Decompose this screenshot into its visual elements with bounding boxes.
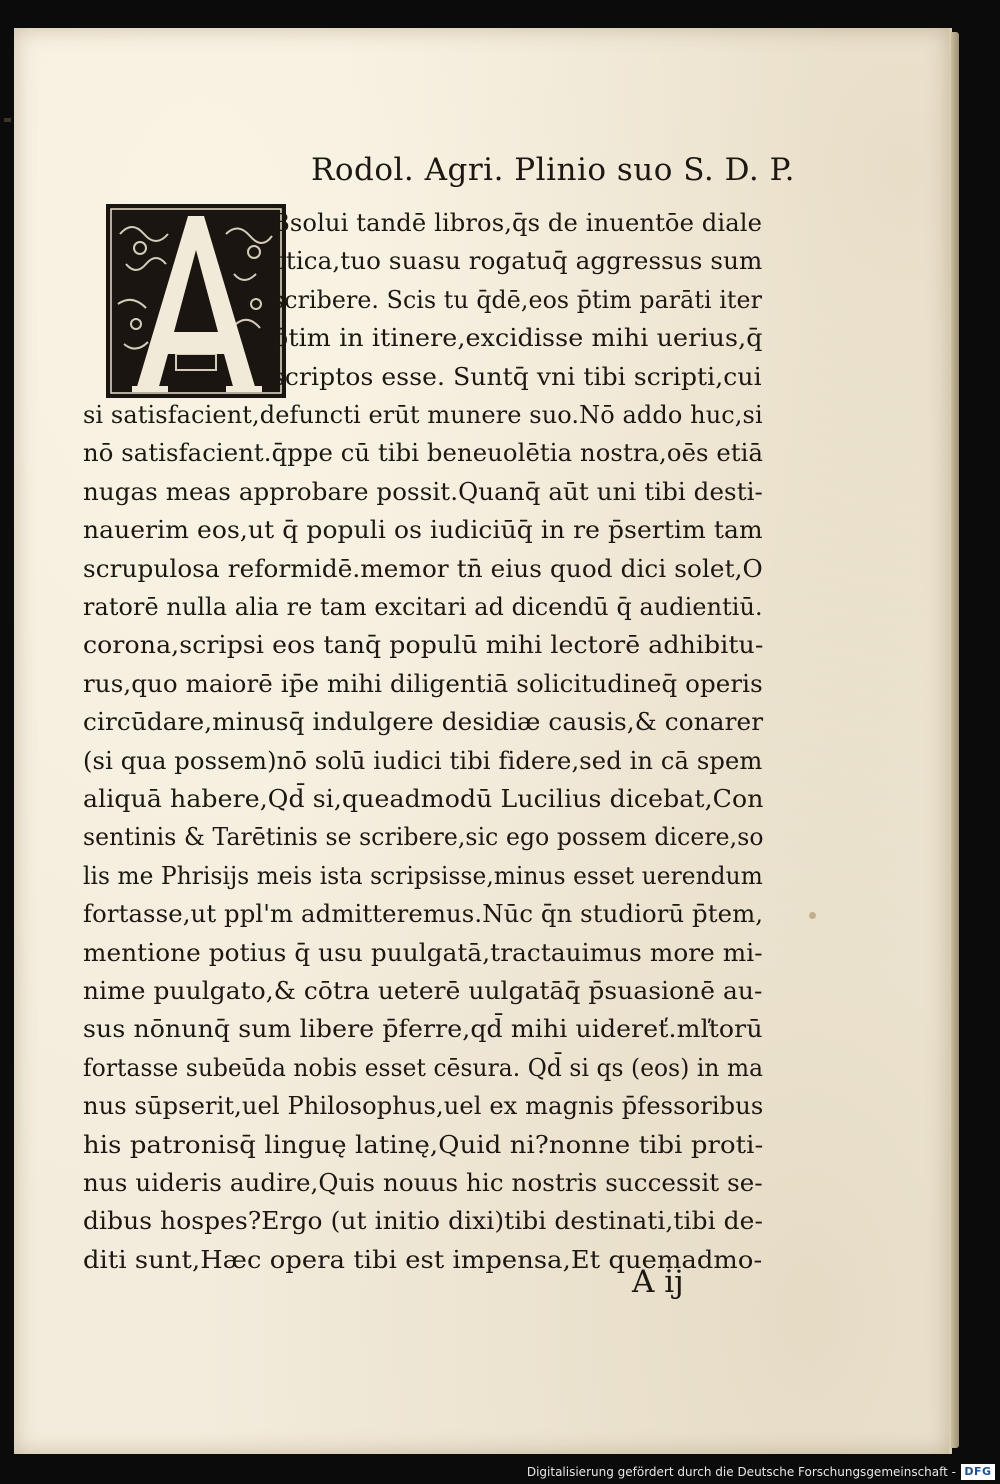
text-line: (si qua possem)nō solū iudici tibi fidere,sed in cā spem xyxy=(83,745,763,775)
text-line: nō satisfacient.q̄ppe cū tibi beneuolētia nostra,oēs etiā xyxy=(83,438,764,468)
text-line: fortasse subeūda nobis esset cēsura. Qd̄ si qs (eos) in ma xyxy=(83,1052,764,1082)
paper-stain xyxy=(809,912,816,919)
text-line: dibus hospes?Ergo (ut initio dixi)tibi destinati,tibi de- xyxy=(83,1206,764,1236)
edge-mark xyxy=(4,118,11,122)
text-line: circūdare,minusq̄ indulgere desidiæ causis,& conarer xyxy=(83,707,764,737)
dfg-logo: DFG xyxy=(961,1464,995,1480)
text-line: scrupulosa reformidē.memor tn̄ eius quod dici solet,O xyxy=(83,553,763,583)
footer-credit: Digitalisierung gefördert durch die Deutsche Forschungsgemeinschaft - xyxy=(526,1465,956,1479)
text-line: his patronisq̄ linguę latinę,Quid ni?nonne tibi proti- xyxy=(83,1129,764,1159)
page-edge xyxy=(951,32,959,1448)
text-line: Bsolui tandē libros,q̄s de inuentōe diale xyxy=(272,208,763,237)
text-line: aliquā habere,Qd̄ si,queadmodū Lucilius dicebat,Con xyxy=(83,784,764,813)
text-line: ctica,tuo suasu rogatuq̄ aggressus sum xyxy=(272,246,763,276)
book-page xyxy=(14,28,952,1454)
text-line: p̄tim in itinere,excidisse mihi uerius,q̄ xyxy=(272,323,763,353)
text-line: mentione potius q̄ usu puulgatā,tractauimus more mi- xyxy=(83,937,763,967)
text-line: lis me Phrisijs meis ista scripsisse,minus esset uerendum xyxy=(83,860,763,890)
text-line: nus uideris audire,Quis nouus hic nostris successit se- xyxy=(83,1168,763,1197)
initial-a-icon xyxy=(106,204,286,398)
text-line: ratorē nulla alia re tam excitari ad dicendū q̄ audientiū. xyxy=(83,592,763,621)
text-line: si satisfacient,defuncti erūt munere suo.Nō addo huc,si xyxy=(83,400,763,429)
text-line: scribere. Scis tu q̄dē,eos p̄tim parāti iter xyxy=(272,284,762,314)
text-line: corona,scripsi eos tanq̄ populū mihi lectorē adhibitu- xyxy=(83,630,764,660)
text-line: sentinis & Tarētinis se scribere,sic ego possem dicere,so xyxy=(83,822,764,852)
footer-bar xyxy=(0,1458,1000,1484)
page-heading: Rodol. Agri. Plinio suo S. D. P. xyxy=(311,152,796,188)
text-line: sus nōnunq̄ sum libere p̄ferre,qd̄ mihi uidereť.mľtorū xyxy=(83,1014,763,1044)
decorated-initial-letter xyxy=(106,204,286,398)
signature-mark: A ij xyxy=(632,1264,684,1300)
text-line: diti sunt,Hæc opera tibi est impensa,Et quemadmo- xyxy=(83,1244,763,1274)
text-line: nauerim eos,ut q̄ populi os iudiciūq̄ in re p̄sertim tam xyxy=(83,515,763,545)
text-line: nugas meas approbare possit.Quanq̄ aūt uni tibi desti- xyxy=(83,476,763,506)
text-line: fortasse,ut ppl'm admitteremus.Nūc q̄n studiorū p̄tem, xyxy=(83,899,764,929)
text-line: rus,quo maiorē ip̄e mihi diligentiā solicitudineq̄ operis xyxy=(83,668,763,698)
text-line: scriptos esse. Suntq̄ vni tibi scripti,cui xyxy=(272,361,762,391)
text-line: nime puulgato,& cōtra ueterē uulgatāq̄ p̄suasionē au- xyxy=(83,976,763,1005)
text-line: nus sūpserit,uel Philosophus,uel ex magnis p̄fessoribus xyxy=(83,1091,764,1121)
